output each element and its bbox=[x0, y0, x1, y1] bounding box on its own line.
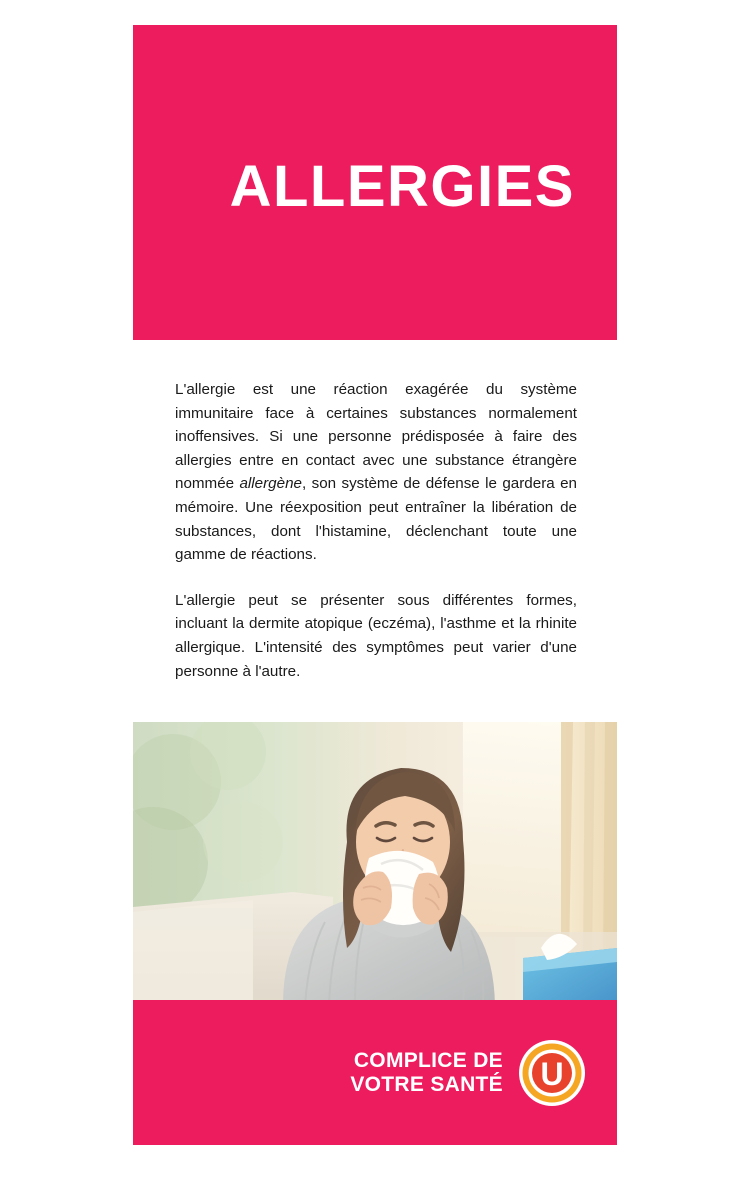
photo-allergy-woman bbox=[133, 722, 617, 1005]
photo-illustration bbox=[133, 722, 617, 1005]
paragraph-intro bbox=[175, 378, 577, 567]
footer-banner bbox=[133, 1000, 617, 1145]
uniprix-u-logo bbox=[519, 1040, 585, 1106]
paragraph-intro-part2: , son système de défense le gardera en mémoire. Une réexposition peut entraîner la libération de substances, dont l'histamine, déclenchant toute une gamme de réactions. bbox=[175, 475, 577, 564]
paragraph-intro-part1: L'allergie est une réaction exagérée du système immunitaire face à certaines substances normalement inoffensives. Si une personne prédisposée à faire des allergies entre en contact avec une substance étrangère nommée bbox=[175, 381, 577, 493]
header-banner bbox=[133, 25, 617, 340]
page-title: ALLERGIES bbox=[229, 154, 575, 219]
footer-slogan-line1: COMPLICE DE bbox=[353, 1049, 503, 1072]
paragraph-forms-text: L'allergie peut se présenter sous différentes formes, incluant la dermite atopique (eczéma), l'asthme et la rhinite allergique. L'intensité des symptômes peut varier d'une personne à l'autre. bbox=[175, 591, 577, 680]
u-logo-letter: U bbox=[540, 1056, 564, 1092]
footer-content bbox=[350, 1040, 585, 1106]
footer-slogan-line2: VOTRE SANTÉ bbox=[350, 1073, 503, 1096]
u-logo-svg bbox=[519, 1040, 585, 1106]
footer-slogan bbox=[350, 1049, 503, 1097]
body-copy bbox=[175, 378, 577, 683]
paragraph-forms bbox=[175, 589, 577, 683]
paragraph-intro-emphasis: allergène bbox=[239, 475, 302, 493]
